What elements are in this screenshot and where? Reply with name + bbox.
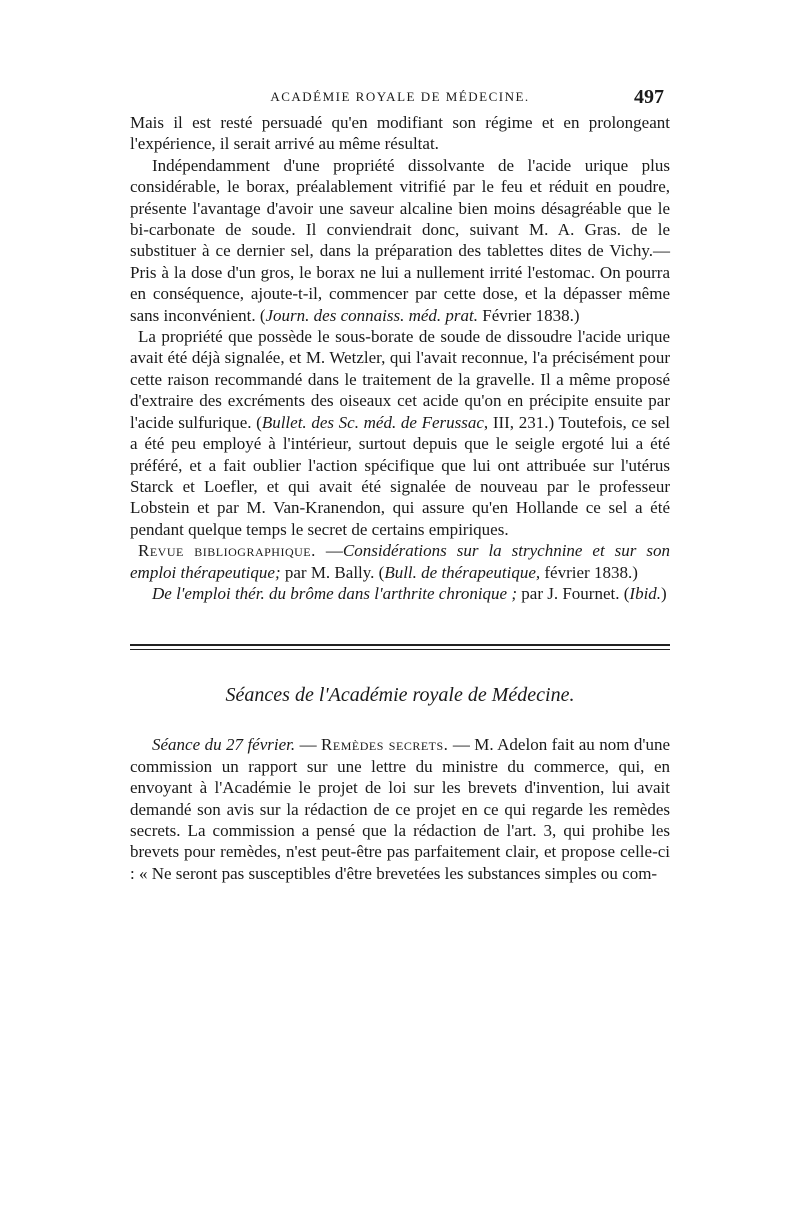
- brome-title: De l'emploi thér. du brôme dans l'arthrite chronique ;: [152, 583, 518, 603]
- revue-dash: —: [315, 541, 343, 561]
- paragraph-borax-text: Indépendamment d'une propriété dissolvante de l'acide urique plus considérable, le borax, préalablement vitrifié par le feu et réduit en poudre, présente l'avantage d'avoir une saveur alcaline bien moins désagréable que le bi-carbonate de soude. Il conviendrait donc, suivant M. A. Gras. de le substituer à ce dernier sel, dans la préparation des tablettes dites de Vichy.—Pris à la dose d'un gros, le borax ne lui a nullement irrité l'estomac. On pourra en conséquence, ajoute-t-il, commencer par cette dose, et la dépasser même sans inconvénient. (: [130, 155, 670, 325]
- paragraph-sous-borate-end: , III, 231.) Toutefois, ce sel a été peu employé à l'intérieur, surtout depuis que le seigle ergoté lui a été préféré, et a fait oublier l'action spécifique que lui ont attribuée sur l'utérus Starck et Loefler, et qui avait été signalée de nouveau par le professeur Lobstein et par M. Van-Kranendon, qui assure qu'en Hollande ce sel a été pendant quelque temps le secret de certains empiriques.: [130, 412, 671, 539]
- running-head-title: ACADÉMIE ROYALE DE MÉDECINE.: [270, 89, 530, 104]
- paragraph-1: [130, 112, 670, 155]
- divider-thin-rule: [130, 649, 670, 650]
- citation-journ: Journ. des connaiss. méd. prat.: [265, 305, 478, 325]
- seance-topic: Remèdes secrets.: [321, 735, 449, 755]
- seance-dash: —: [295, 735, 322, 755]
- paragraph-seance: [130, 734, 670, 884]
- section-title: Séances de l'Académie royale de Médecine.: [225, 684, 575, 707]
- paragraph-revue: [130, 540, 670, 583]
- divider-thick-rule: [130, 644, 670, 646]
- section-divider: [130, 644, 670, 654]
- paragraph-sous-borate-text: La propriété que possède le sous-borate de soude de dissoudre l'acide urique avait été déjà signalée, et M. Wetzler, qui l'avait reconnue, l'a précisément pour cette raison recommandé dans le traitement de la gravelle. Il a même proposé d'extraire des excréments des oiseaux cet acide qu'on en précipite ensuite par l'acide sulfurique. (: [130, 327, 670, 432]
- citation-bullet: Bullet. des Sc. méd. de Ferussac: [261, 412, 484, 432]
- paragraph-brome: [130, 583, 670, 604]
- paragraph-borax-end: Février 1838.): [477, 305, 580, 325]
- paragraph-1-text: Mais il est resté persuadé qu'en modifiant son régime et en prolongeant l'expérience, il serait arrivé au même résultat.: [130, 113, 670, 154]
- seance-text: — M. Adelon fait au nom d'une commission un rapport sur une lettre du ministre du commerce, qui, en envoyant à l'Académie le projet de loi sur les brevets d'invention, lui avait demandé son avis sur la rédaction de ce projet en ce qui regarde les remèdes secrets. La commission a pensé que la rédaction de l'art. 3, qui prohibe les brevets pour remèdes, n'est peut-être pas parfaitement clair, et propose celle-ci : « Ne seront pas susceptibles d'être brevetées les substances simples ou com-: [130, 735, 670, 883]
- citation-ibid: Ibid.: [629, 583, 662, 603]
- brome-author: par J. Fournet. (: [517, 583, 630, 603]
- revue-label: Revue bibliographique.: [138, 541, 316, 561]
- revue-title-strychnine: Considérations sur la strychnine et sur son emploi thérapeutique;: [130, 541, 670, 582]
- paragraph-borax: [130, 155, 670, 326]
- brome-close: ): [661, 583, 667, 603]
- section-body: [130, 734, 670, 884]
- revue-date: février 1838.): [540, 562, 638, 582]
- citation-bull-therap: Bull. de thérapeutique,: [384, 562, 541, 582]
- running-head: [130, 82, 670, 112]
- seance-label: Séance du 27 février.: [152, 735, 296, 755]
- book-page: [130, 82, 670, 884]
- page-number: 497: [634, 86, 664, 108]
- paragraph-sous-borate: [130, 326, 670, 540]
- main-text: [130, 112, 670, 604]
- revue-author: par M. Bally. (: [280, 562, 385, 582]
